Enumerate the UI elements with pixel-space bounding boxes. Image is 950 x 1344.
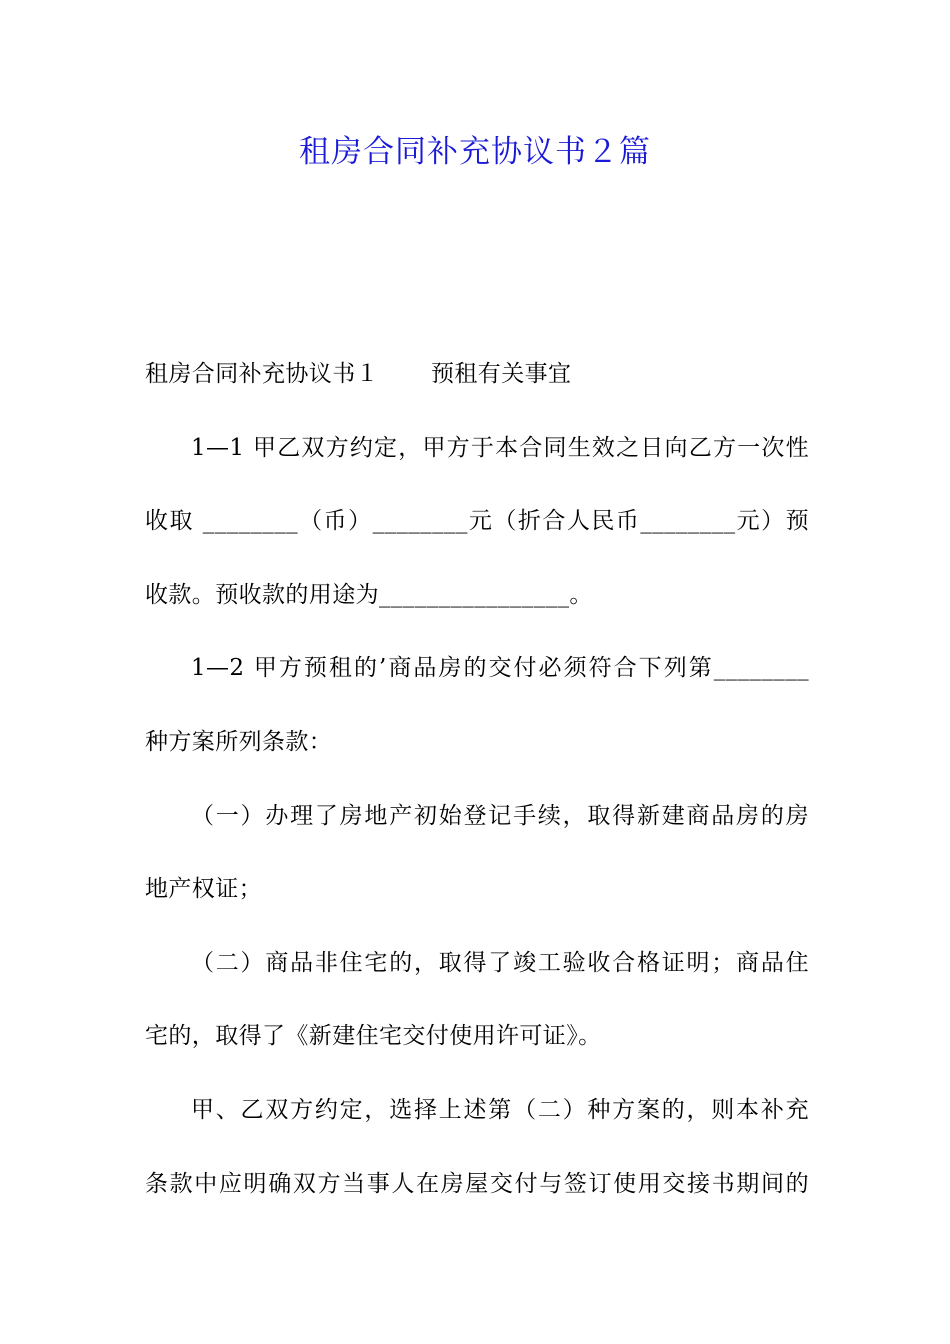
paragraph-line: （一）办理了房地产初始登记手续，取得新建商品房的房: [191, 802, 809, 829]
document-body: [145, 338, 809, 1221]
section-heading-subtitle: 预租有关事宜: [431, 361, 572, 387]
paragraph-line: 1—1 甲乙双方约定，甲方于本合同生效之日向乙方一次性: [191, 434, 809, 461]
section-heading: [145, 338, 809, 412]
document-title: 租房合同补充协议书２篇: [299, 134, 651, 170]
paragraph-line: （二）商品非住宅的，取得了竣工验收合格证明；商品住: [191, 949, 809, 976]
paragraph-line: 宅的，取得了《新建住宅交付使用许可证》。: [145, 1023, 602, 1050]
section-heading-title: 租房合同补充协议书１: [145, 361, 379, 387]
paragraph-line: 收款。预收款的用途为________________。: [145, 581, 593, 608]
paragraph-line: 甲、乙双方约定，选择上述第（二）种方案的，则本补充: [191, 1096, 809, 1123]
paragraph-line: 1—2 甲方预租的’商品房的交付必须符合下列第________: [191, 655, 809, 682]
paragraph-line: 地产权证；: [145, 876, 262, 903]
paragraph-line: 收取 ________（币）________元（折合人民币________元）预: [145, 508, 809, 535]
paragraph-line: 种方案所列条款：: [145, 728, 333, 755]
paragraph-line: 条款中应明确双方当事人在房屋交付与签订使用交接书期间的: [145, 1170, 809, 1197]
